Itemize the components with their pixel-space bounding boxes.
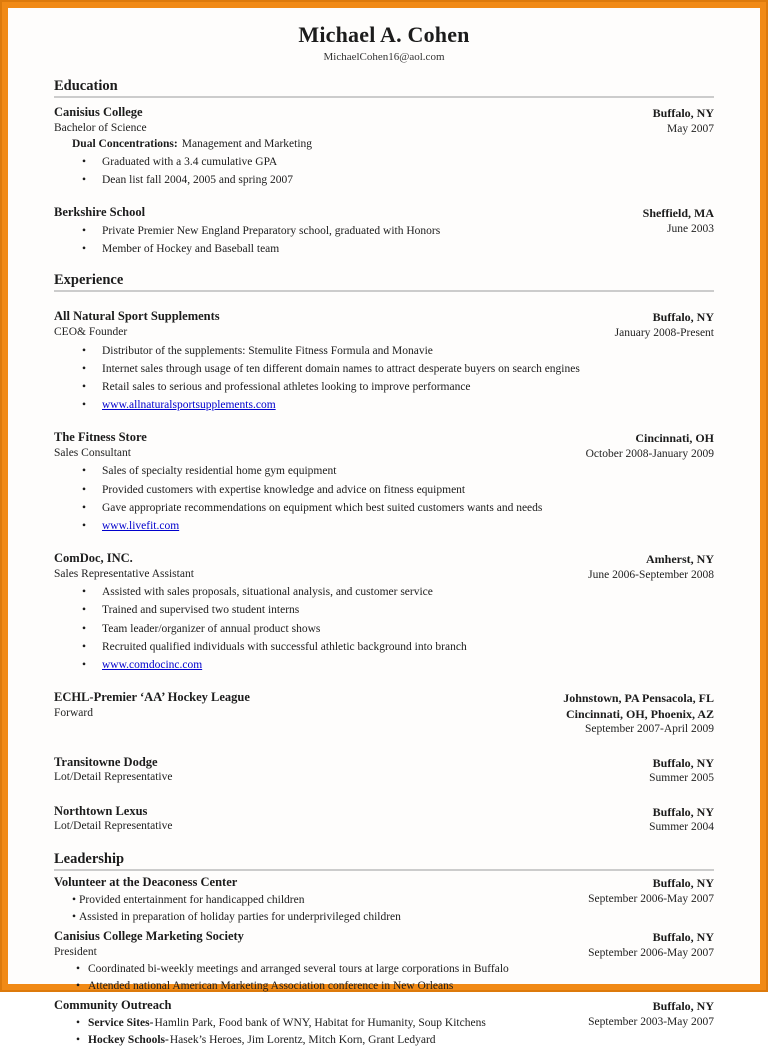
entry-date: Summer 2005 — [649, 772, 714, 785]
entry-date: January 2008-Present — [614, 326, 714, 339]
bullet-item: • Private Premier New England Preparatory school, graduated with Honors — [54, 224, 594, 239]
entry-company: Northtown Lexus — [54, 803, 148, 818]
bullet-item: • Attended national American Marketing Association conference in New Orleans — [54, 979, 588, 994]
bullet-item: • Graduated with a 3.4 cumulative GPA — [54, 155, 594, 170]
entry-role: Lot/Detail Representative — [54, 771, 173, 784]
entry-company: Transitowne Dodge — [54, 754, 158, 769]
resume-entry — [54, 875, 714, 925]
entry-role: Forward — [54, 706, 93, 719]
section-leadership — [54, 851, 714, 1048]
bullet-item: • Recruited qualified individuals with successful athletic background into branch — [54, 640, 588, 655]
entry-role: Bachelor of Science — [54, 121, 147, 134]
website-link[interactable]: www.allnaturalsportsupplements.com — [102, 399, 276, 412]
entry-location: Buffalo, NY — [652, 804, 714, 819]
entry-company: ECHL-Premier ‘AA’ Hockey League — [54, 690, 250, 705]
section-heading: Education — [54, 78, 714, 98]
entry-location-2: Cincinnati, OH, Phoenix, AZ — [565, 706, 714, 721]
bullet-item: • Sales of specialty residential home gym equipment — [54, 464, 586, 479]
entry-company: Canisius College — [54, 105, 143, 119]
entry-location: Amherst, NY — [646, 552, 714, 567]
bullet-item: • Distributor of the supplements: Stemulite Fitness Formula and Monavie — [54, 344, 594, 359]
entry-location: Johnstown, PA Pensacola, FL — [563, 691, 714, 706]
bullet-item: • Coordinated bi-weekly meetings and arranged several tours at large corporations in Buffalo — [54, 962, 588, 977]
entry-date: June 2003 — [667, 223, 714, 236]
resume-entry — [54, 929, 714, 994]
entry-location: Sheffield, MA — [642, 206, 714, 221]
resume-entry — [54, 998, 714, 1048]
entry-date: October 2008-January 2009 — [585, 447, 714, 460]
entry-date: September 2003-May 2007 — [588, 1016, 714, 1029]
entry-company: All Natural Sport Supplements — [54, 309, 220, 324]
entry-company: ComDoc, INC. — [54, 551, 133, 566]
resume-page — [8, 8, 760, 1048]
entry-detail — [72, 137, 594, 152]
bullet-item — [54, 658, 588, 673]
bullet-item: • Assisted in preparation of holiday parties for underprivileged children — [54, 910, 588, 925]
entry-location: Buffalo, NY — [652, 875, 714, 890]
bullet-text: Hamlin Park, Food bank of WNY, Habitat for Humanity, Soup Kitchens — [154, 1017, 486, 1030]
bullet-item — [54, 1033, 588, 1048]
section-education — [54, 78, 714, 257]
resume-entry — [54, 690, 714, 738]
resume-entry — [54, 430, 714, 534]
entry-role: CEO& Founder — [54, 326, 128, 339]
bullet-item: • Provided customers with expertise knowledge and advice on fitness equipment — [54, 483, 586, 498]
entry-company: Canisius College Marketing Society — [54, 928, 244, 943]
entry-date: September 2006-May 2007 — [588, 946, 714, 959]
entry-location: Buffalo, NY — [652, 929, 714, 944]
resume-entry — [54, 105, 714, 188]
bullet-bold-prefix: Service Sites- — [88, 1017, 154, 1030]
resume-entry — [54, 551, 714, 673]
bullet-item: • Dean list fall 2004, 2005 and spring 2007 — [54, 173, 594, 188]
bullet-item — [54, 398, 594, 413]
website-link[interactable]: www.comdocinc.com — [102, 658, 203, 671]
bullet-item: • Internet sales through usage of ten different domain names to attract desperate buyers on search engines — [54, 362, 594, 377]
bullet-item: • Provided entertainment for handicapped children — [54, 893, 588, 908]
bullet-item: • Gave appropriate recommendations on equipment which best suited customers wants and needs — [54, 501, 586, 516]
section-experience — [54, 272, 714, 836]
entry-location: Buffalo, NY — [652, 106, 714, 120]
bullet-item: • Team leader/organizer of annual product shows — [54, 622, 588, 637]
entry-company: The Fitness Store — [54, 430, 147, 445]
orange-border-frame — [2, 2, 766, 1047]
entry-location: Buffalo, NY — [652, 755, 714, 770]
page-title: Michael A. Cohen — [298, 22, 470, 47]
section-heading: Leadership — [54, 851, 714, 871]
entry-company: Volunteer at the Deaconess Center — [54, 874, 238, 889]
bullet-item: • Retail sales to serious and professional athletes looking to improve performance — [54, 380, 594, 395]
entry-role: Sales Consultant — [54, 446, 131, 459]
entry-company: Community Outreach — [54, 998, 172, 1013]
entry-role: President — [54, 945, 97, 958]
entry-date: Summer 2004 — [649, 821, 714, 834]
bullet-item — [54, 1016, 588, 1031]
bullet-item: • Trained and supervised two student interns — [54, 603, 588, 618]
email-address: MichaelCohen16@aol.com — [323, 51, 445, 63]
bullet-item — [54, 519, 586, 534]
entry-location: Buffalo, NY — [652, 999, 714, 1014]
website-link[interactable]: www.livefit.com — [102, 519, 180, 532]
detail-label: Dual Concentrations: — [72, 138, 178, 151]
resume-entry — [54, 205, 714, 257]
resume-entry — [54, 309, 714, 413]
bullet-item: • Assisted with sales proposals, situational analysis, and customer service — [54, 585, 588, 600]
section-heading: Experience — [54, 272, 714, 292]
entry-date: September 2007-April 2009 — [584, 723, 714, 736]
entry-date: June 2006-September 2008 — [588, 568, 714, 581]
entry-location: Cincinnati, OH — [635, 431, 714, 446]
resume-entry — [54, 804, 714, 836]
entry-role: Lot/Detail Representative — [54, 820, 173, 833]
entry-date: September 2006-May 2007 — [588, 892, 714, 905]
resume-entry — [54, 755, 714, 787]
entry-date: May 2007 — [667, 122, 714, 135]
entry-company: Berkshire School — [54, 205, 146, 220]
bullet-item: • Member of Hockey and Baseball team — [54, 242, 594, 257]
detail-text: Management and Marketing — [181, 138, 313, 151]
entry-role: Sales Representative Assistant — [54, 567, 194, 580]
bullet-text: Hasek’s Heroes, Jim Lorentz, Mitch Korn, Grant Ledyard — [169, 1034, 436, 1047]
entry-location: Buffalo, NY — [652, 310, 714, 325]
bullet-bold-prefix: Hockey Schools- — [88, 1034, 169, 1047]
